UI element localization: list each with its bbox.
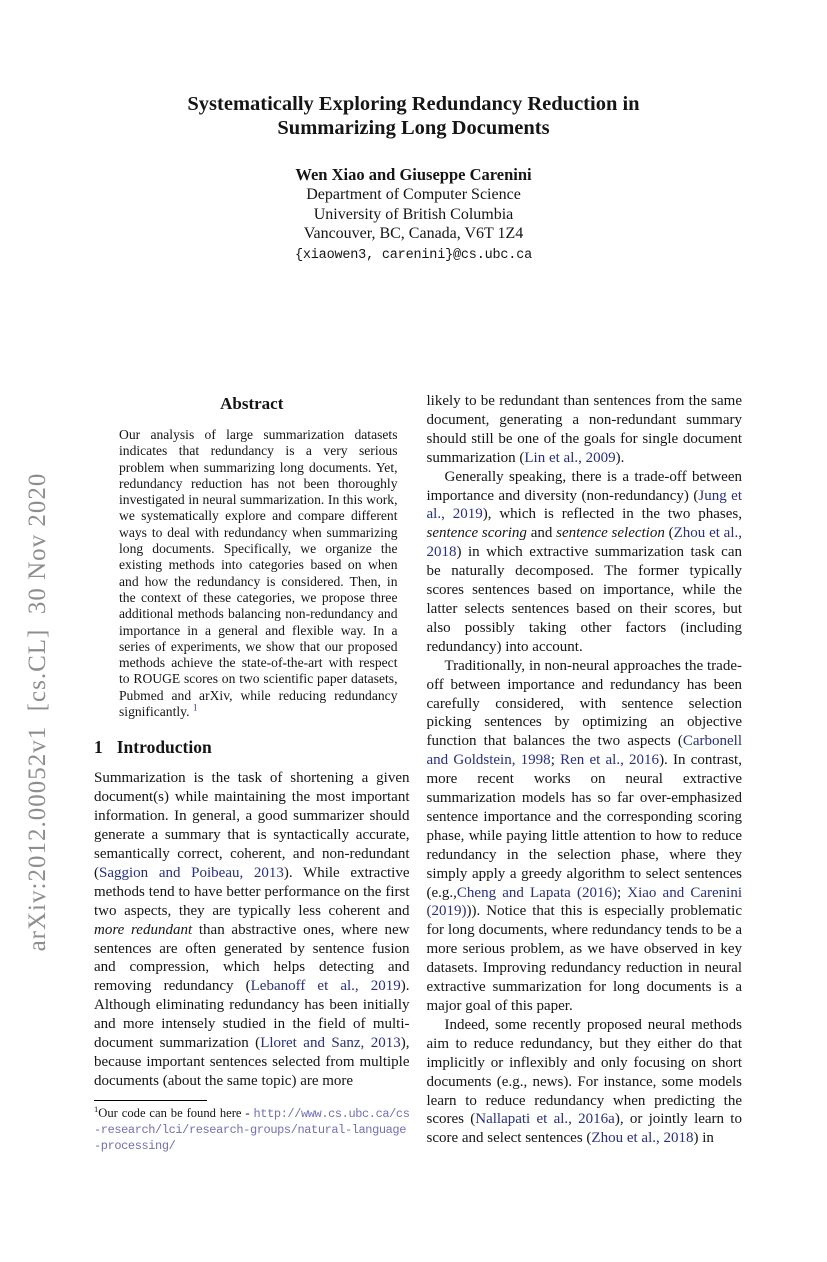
footnote-marker: 1	[94, 1103, 99, 1114]
footnote-rule	[94, 1100, 207, 1101]
emphasized-text: sentence selection	[556, 525, 665, 542]
citation-link[interactable]: Carbonell and Goldstein, 1998	[426, 733, 742, 769]
text-segment: ) in which extractive summarization task can be naturally decomposed. The former typically scores sentences based on importance, while the latter selects sentences based on their scores, but also possibly taking other factors (including redundancy) into account.	[426, 544, 742, 655]
body-paragraph-2	[427, 468, 743, 657]
text-segment: ). Although eliminating redundancy has been initially and more intensely studied in the field of multi-document summarization (	[94, 978, 410, 1052]
footnote-marker-link[interactable]: 1	[192, 702, 198, 713]
citation-link[interactable]: Zhou et al., 2018	[426, 525, 742, 561]
text-segment: than abstractive ones, where new sentences are often generated by sentence fusion and compression, which helps detecting and removing redundancy (	[94, 921, 410, 995]
text-segment: (	[664, 525, 674, 542]
right-column	[427, 392, 743, 1154]
citation-link[interactable]: Lebanoff et al., 2019	[250, 978, 401, 995]
text-segment: ). In contrast, more recent works on neural extractive summarization models has so far over-emphasized sentence importance and the corresponding scoring phase, while paying little attention to how to reduce redundancy in the selection phase, where they simply apply a greedy algorithm to select sentences (e.g.,	[426, 752, 742, 901]
section-heading-introduction	[94, 737, 410, 758]
citation-link[interactable]: Lin et al., 2009	[524, 449, 616, 466]
authors-line: Wen Xiao and Giuseppe Carenini	[295, 165, 532, 185]
citation-link[interactable]: Jung et al., 2019	[426, 487, 742, 523]
text-segment: Our code can be found here -	[98, 1105, 254, 1120]
text-segment: Indeed, some recently proposed neural methods aim to reduce redundancy, but they either do that implicitly or inflexibly and only focusing on short documents (e.g., news). For instance, some models learn to reduce redundancy when predicting the scores (	[426, 1016, 742, 1128]
paper-title: Systematically Exploring Redundancy Reduction in Summarizing Long Documents	[187, 93, 640, 140]
footnote-text	[94, 1103, 410, 1154]
citation-link[interactable]: Cheng and Lapata (2016)	[456, 884, 617, 901]
text-segment: likely to be redundant than sentences from the same document, generating a non-redundant summary should still be one of the goals for single document summarization (	[426, 393, 742, 466]
text-segment: Generally speaking, there is a trade-off between importance and diversity (non-redundancy) (	[426, 468, 742, 504]
text-segment: )). Notice that this is especially problematic for long documents, where redundancy tends to be a more serious problem, as we have observed in key datasets. Improving redundancy reduction in neural extractive summarization for long documents is a major goal of this paper.	[426, 903, 742, 1014]
two-column-body	[94, 392, 742, 1154]
text-segment: ) in	[693, 1130, 714, 1147]
arxiv-stamp: arXiv:2012.00052v1 [cs.CL] 30 Nov 2020	[24, 472, 51, 952]
affiliation-address: Vancouver, BC, Canada, V6T 1Z4	[303, 225, 524, 243]
body-paragraph-3	[427, 657, 743, 1016]
intro-paragraph-1	[94, 769, 410, 1090]
text-segment: ), or jointly learn to score and select sentences (	[426, 1111, 742, 1147]
footnote	[94, 1100, 410, 1154]
text-segment: ).	[615, 449, 625, 466]
left-column	[94, 392, 410, 1154]
affiliation-department: Department of Computer Science	[306, 186, 521, 204]
affiliation-university: University of British Columbia	[313, 205, 514, 223]
text-segment: Our analysis of large summarization datasets indicates that redundancy is a very serious problem when summarizing long documents. Yet, redundancy reduction has not been thoroughly investigated in neural summarization. In this work, we systematically explore and compare different ways to deal with redundancy when summarizing long documents. Specifically, we organize the existing methods into categories based on when and how the redundancy is considered. Then, in the context of these categories, we propose three additional methods balancing non-redundancy and importance in a general and flexible way. In a series of experiments, we show that our proposed methods achieve the state-of-the-art with respect to ROUGE scores on two scientific paper datasets, Pubmed and arXiv, while reducing redundancy significantly.	[119, 427, 398, 720]
section-title: Introduction	[116, 737, 212, 758]
citation-link[interactable]: Saggion and Poibeau, 2013	[99, 864, 284, 881]
body-paragraph-continuation	[427, 392, 743, 468]
text-segment: ;	[550, 752, 561, 769]
emphasized-text: sentence scoring	[426, 525, 527, 542]
text-segment: Traditionally, in non-neural approaches the trade-off between importance and redundancy has been carefully considered, with sentence selection picking sentences by optimizing an objective function that balances the two aspects (	[426, 657, 742, 750]
author-emails: {xiaowen3, carenini}@cs.ubc.ca	[294, 247, 533, 263]
text-segment: ;	[616, 884, 628, 901]
text-segment: ). While extractive methods tend to have better performance on the first two aspects, they are typically less coherent and	[94, 864, 410, 919]
abstract-heading: Abstract	[220, 394, 284, 413]
text-segment: Summarization is the task of shortening a given document(s) while maintaining the most important information. In general, a good summarizer should generate a summary that is syntactically accurate, semantically correct, coherent, and non-redundant (	[94, 770, 410, 881]
citation-link[interactable]: Nallapati et al., 2016a	[475, 1111, 615, 1128]
text-segment: and	[526, 525, 557, 542]
citation-link[interactable]: Xiao and Carenini (2019)	[426, 884, 742, 920]
text-segment: ), which is reflected in the two phases,	[482, 506, 742, 523]
citation-link[interactable]: Ren et al., 2016	[560, 752, 660, 769]
abstract-text	[119, 427, 398, 720]
body-paragraph-4	[427, 1016, 743, 1148]
citation-link[interactable]: Lloret and Sanz, 2013	[260, 1035, 401, 1052]
emphasized-text: more redundant	[94, 921, 193, 938]
url-link[interactable]: http://www.cs.ubc.ca/cs-research/lci/research-groups/natural-language-processing/	[94, 1106, 410, 1153]
citation-link[interactable]: Zhou et al., 2018	[591, 1130, 694, 1147]
section-number: 1	[94, 737, 103, 758]
text-segment: ), because important sentences selected from multiple documents (about the same topic) are more	[94, 1035, 410, 1089]
